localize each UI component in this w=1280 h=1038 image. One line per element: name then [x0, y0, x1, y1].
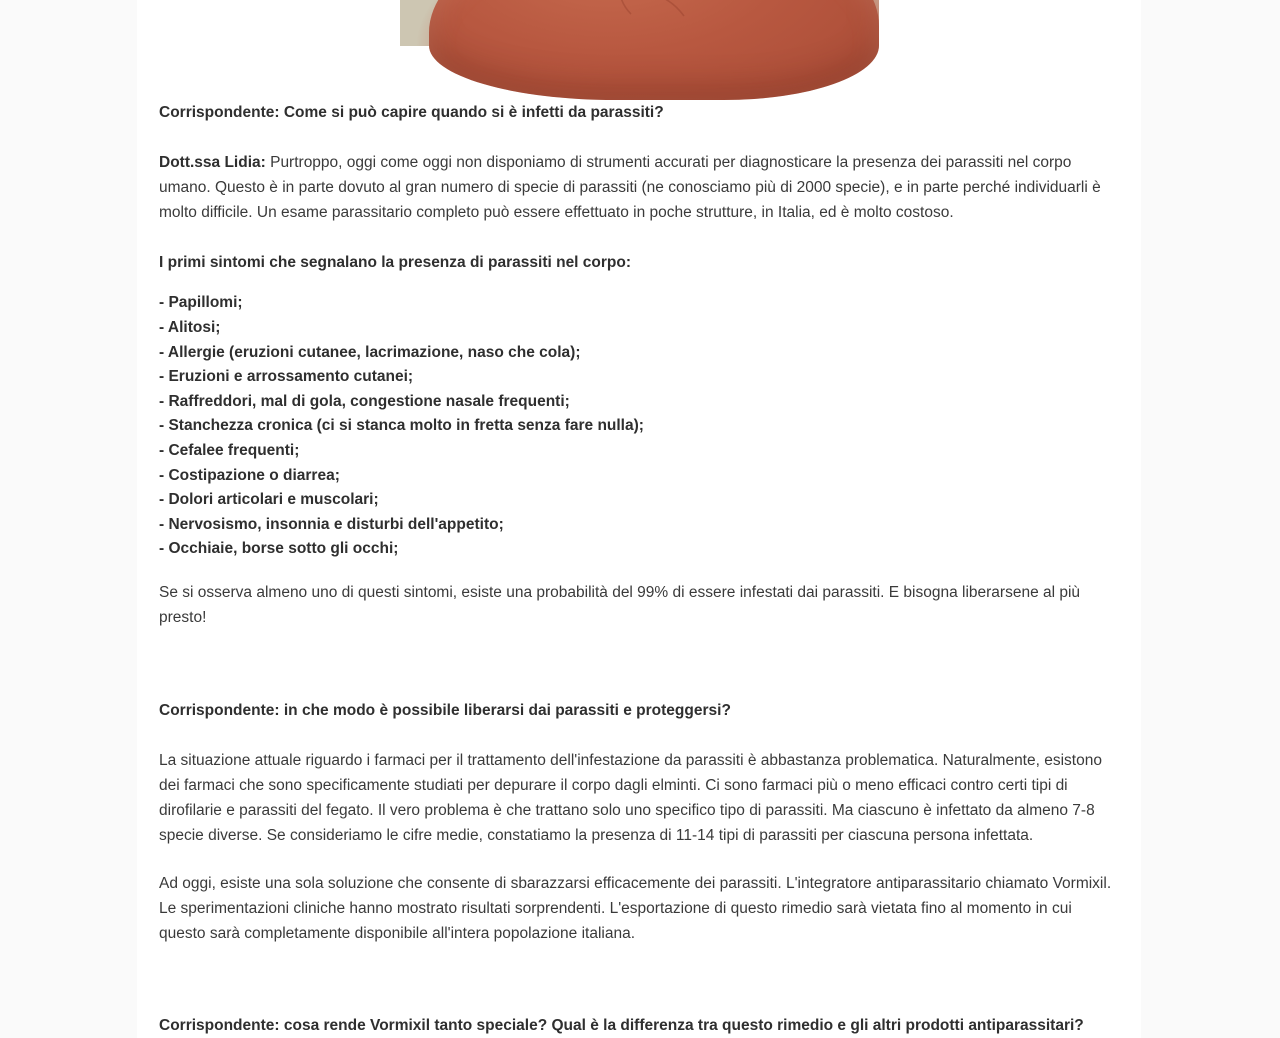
article-content-column — [137, 0, 1141, 1038]
question-heading-2: Corrispondente: in che modo è possibile liberarsi dai parassiti e proteggersi? — [159, 702, 731, 720]
hero-figure — [159, 0, 1119, 46]
article-body — [137, 0, 1141, 1038]
answer-paragraph-3: Ad oggi, esiste una sola soluzione che consente di sbarazzarsi efficacemente dei parassiti. L'integratore antiparassitario chiamato Vormixil. Le sperimentazioni cliniche hanno mostrato risultati sorprendenti. L'esportazione di questo rimedio sarà vietata fino al momento in cui questo sarà completamente disponibile all'intera popolazione italiana. — [159, 874, 1112, 942]
list-item: - Occhiaie, borse sotto gli occhi; — [159, 540, 399, 558]
list-item: - Papillomi; — [159, 294, 243, 312]
parasite-illustration-image — [400, 0, 879, 46]
list-item: - Allergie (eruzioni cutanee, lacrimazione, naso che cola); — [159, 343, 581, 361]
list-item: - Dolori articolari e muscolari; — [159, 491, 379, 509]
list-item: - Alitosi; — [159, 318, 221, 336]
list-item: - Stanchezza cronica (ci si stanca molto in fretta senza fare nulla); — [159, 417, 644, 435]
answer-paragraph-1-text: Purtroppo, oggi come oggi non disponiamo di strumenti accurati per diagnosticare la presenza dei parassiti nel corpo umano. Questo è in parte dovuto al gran numero di specie di parassiti (ne conosciamo più di 2000 specie), e in parte perché individuarli è molto difficile. Un esame parassitario completo può essere effettuato in poche strutture, in Italia, ed è molto costoso. — [159, 154, 1101, 222]
symptoms-heading: I primi sintomi che segnalano la presenza di parassiti nel corpo: — [159, 254, 632, 272]
symptoms-list — [159, 291, 1119, 562]
list-item: - Costipazione o diarrea; — [159, 466, 340, 484]
list-item: - Nervosismo, insonnia e disturbi dell'appetito; — [159, 515, 504, 533]
closing-note-paragraph: Se si osserva almeno uno di questi sintomi, esiste una probabilità del 99% di essere infestati dai parassiti. E bisogna liberarsene al più presto! — [159, 583, 1081, 626]
doctor-name-label: Dott.ssa Lidia: — [159, 154, 266, 172]
list-item: - Eruzioni e arrossamento cutanei; — [159, 368, 414, 386]
question-heading-1: Corrispondente: Come si può capire quando si è infetti da parassiti? — [159, 104, 664, 121]
list-item: - Raffreddori, mal di gola, congestione nasale frequenti; — [159, 392, 570, 410]
list-item: - Cefalee frequenti; — [159, 441, 300, 459]
answer-paragraph-1 — [159, 150, 1119, 225]
answer-paragraph-2: La situazione attuale riguardo i farmaci per il trattamento dell'infestazione da parassiti è abbastanza problematica. Naturalmente, esistono dei farmaci che sono specificamente studiati per depurare il corpo dagli elminti. Ci sono farmaci più o meno efficaci contro certi tipi di dirofilarie e parassiti del fegato. Il vero problema è che trattano solo uno specifico tipo di parassiti. Ma ciascuno è infettato da almeno 7-8 specie diverse. Se consideriamo le cifre medie, constatiamo la presenza di 11-14 tipi di parassiti per ciascuna persona infettata. — [159, 752, 1102, 845]
question-heading-3: Corrispondente: cosa rende Vormixil tanto speciale? Qual è la differenza tra questo rimedio e gli altri prodotti antiparassitari? — [159, 1016, 1084, 1034]
parasite-worms-icon — [400, 0, 879, 46]
